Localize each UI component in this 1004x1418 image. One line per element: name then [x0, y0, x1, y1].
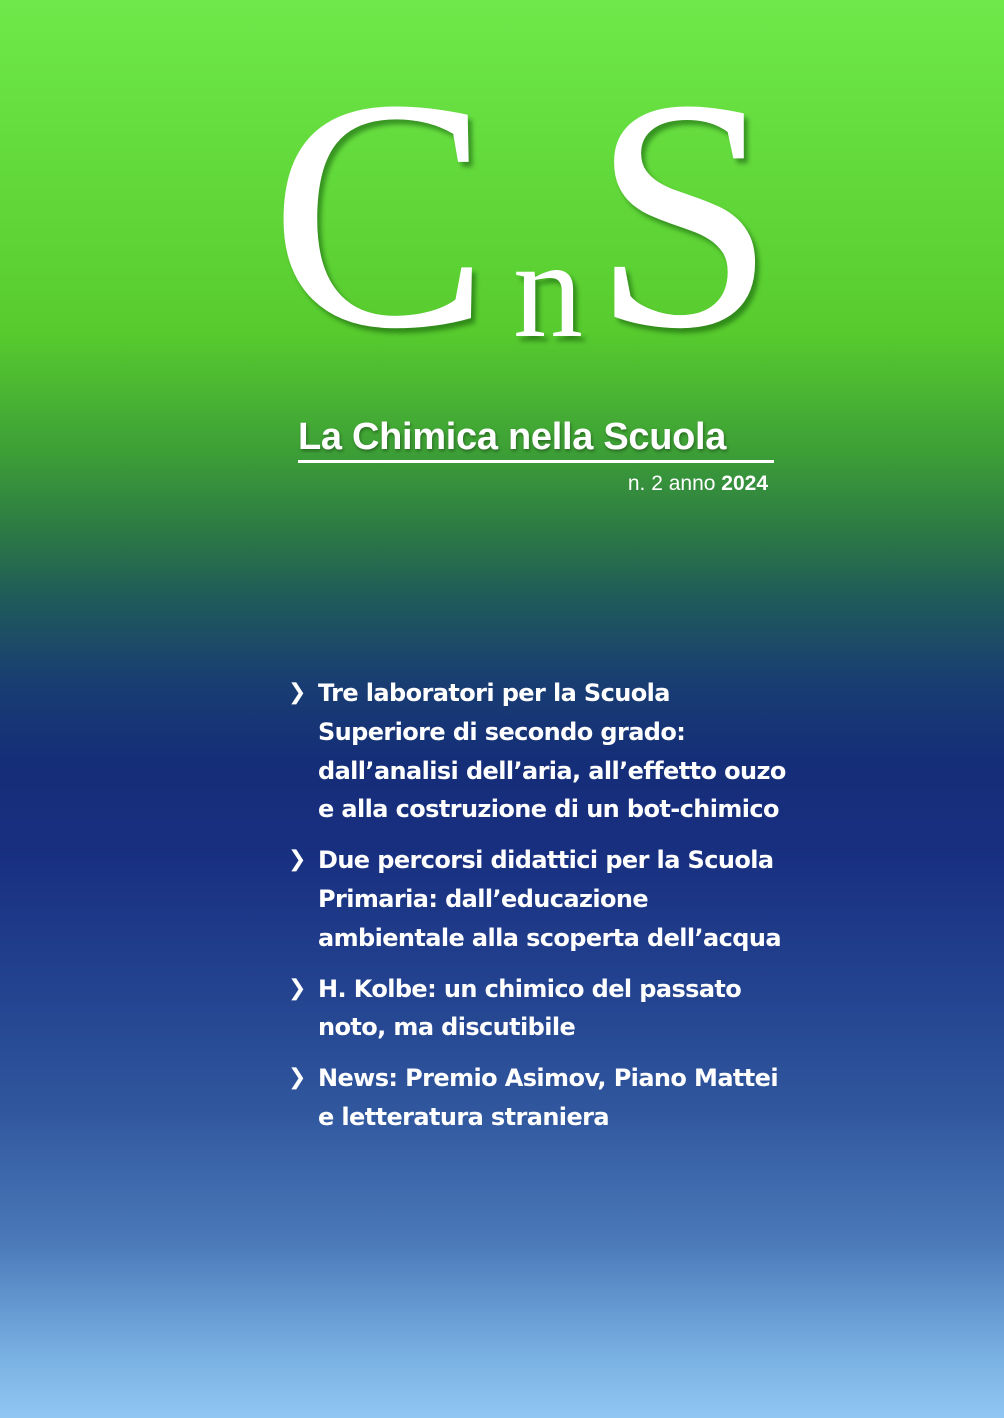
toc-item — [288, 841, 808, 957]
chevron-right-icon: ❯ — [288, 975, 307, 1001]
toc-item-line: e letteratura straniera — [318, 1102, 609, 1131]
logo-letter-n: n — [513, 212, 583, 367]
toc-item-line: ambientale alla scoperta dell’acqua — [318, 923, 781, 952]
issue-year: 2024 — [721, 472, 768, 495]
chevron-right-icon: ❯ — [288, 1065, 307, 1091]
logo-letter-s: S — [592, 32, 776, 397]
chevron-right-icon: ❯ — [288, 680, 307, 705]
toc-item-line: Tre laboratori per la Scuola — [318, 679, 670, 707]
toc-item-line: Superiore di secondo grado: — [318, 717, 686, 746]
toc-item-line: dall’analisi dell’aria, all’effetto ouzo — [318, 756, 786, 785]
issue-number: n. 2 anno — [627, 472, 722, 495]
toc-item-line: News: Premio Asimov, Piano Mattei — [318, 1064, 778, 1093]
toc-item-line: H. Kolbe: un chimico del passato — [318, 974, 742, 1003]
toc-item — [288, 1059, 808, 1137]
chevron-right-icon: ❯ — [288, 847, 307, 873]
logo-letter-c: C — [270, 32, 491, 397]
toc-item — [288, 970, 808, 1048]
toc-item-line: noto, ma discutibile — [318, 1013, 576, 1042]
cns-logo — [270, 32, 790, 397]
toc-item-line: Due percorsi didattici per la Scuola — [318, 846, 774, 875]
toc-item-line: Primaria: dall’educazione — [318, 884, 649, 913]
issue-info — [628, 470, 768, 498]
toc-item-line: e alla costruzione di un bot-chimico — [318, 795, 779, 824]
magazine-title: La Chimica nella Scuola — [298, 414, 774, 463]
table-of-contents — [288, 674, 808, 1149]
toc-item — [288, 674, 808, 829]
